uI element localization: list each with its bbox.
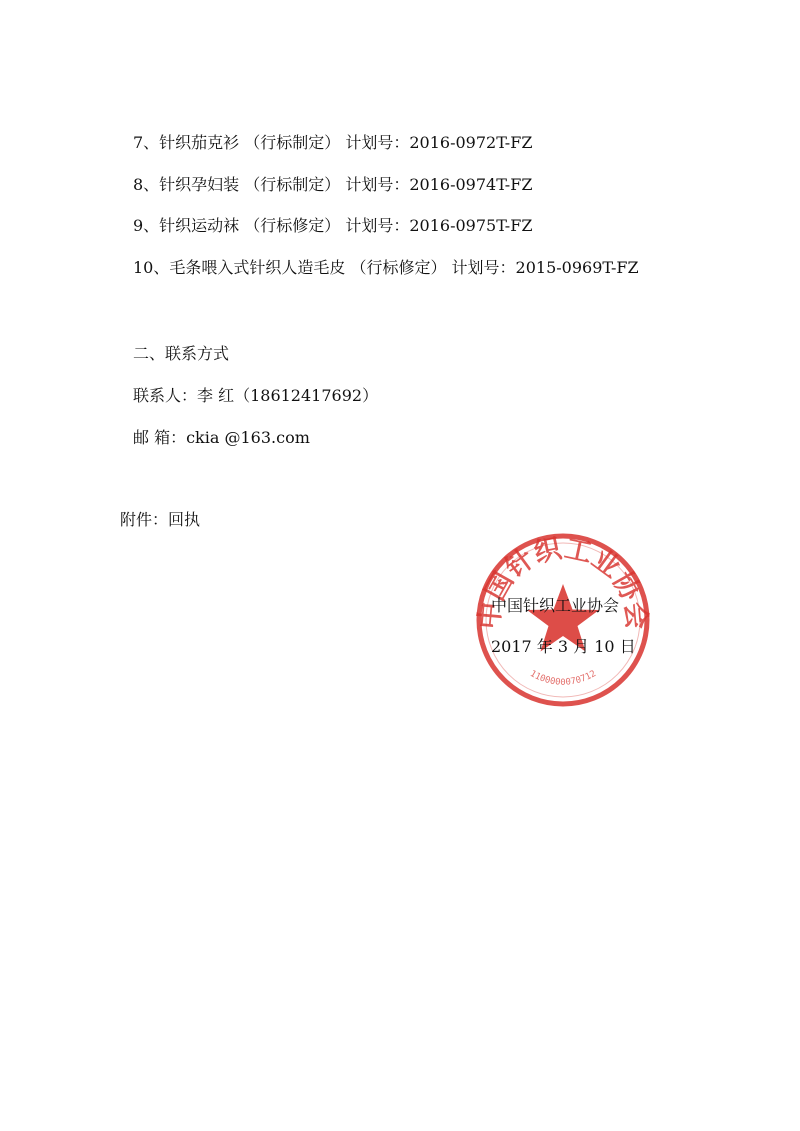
official-seal-icon xyxy=(473,530,653,710)
contact-email: 邮 箱：ckia @163.com xyxy=(133,428,310,447)
seal-code: 1100000070712 xyxy=(527,668,599,688)
signature-organization: 中国针织工业协会 xyxy=(491,596,620,615)
contact-person: 联系人：李 红（18612417692） xyxy=(133,386,379,405)
plan-item-9: 9、针织运动袜 （行标修定） 计划号：2016-0975T-FZ xyxy=(133,216,533,235)
attachment-note: 附件：回执 xyxy=(120,510,201,529)
signature-date: 2017 年 3 月 10 日 xyxy=(491,637,636,656)
plan-item-7: 7、针织茄克衫 （行标制定） 计划号：2016-0972T-FZ xyxy=(133,133,533,152)
contact-heading: 二、联系方式 xyxy=(133,344,230,363)
seal-text: 中国针织工业协会 xyxy=(474,533,652,631)
plan-item-8: 8、针织孕妇装 （行标制定） 计划号：2016-0974T-FZ xyxy=(133,175,533,194)
plan-item-10: 10、毛条喂入式针织人造毛皮 （行标修定） 计划号：2015-0969T-FZ xyxy=(133,258,639,277)
